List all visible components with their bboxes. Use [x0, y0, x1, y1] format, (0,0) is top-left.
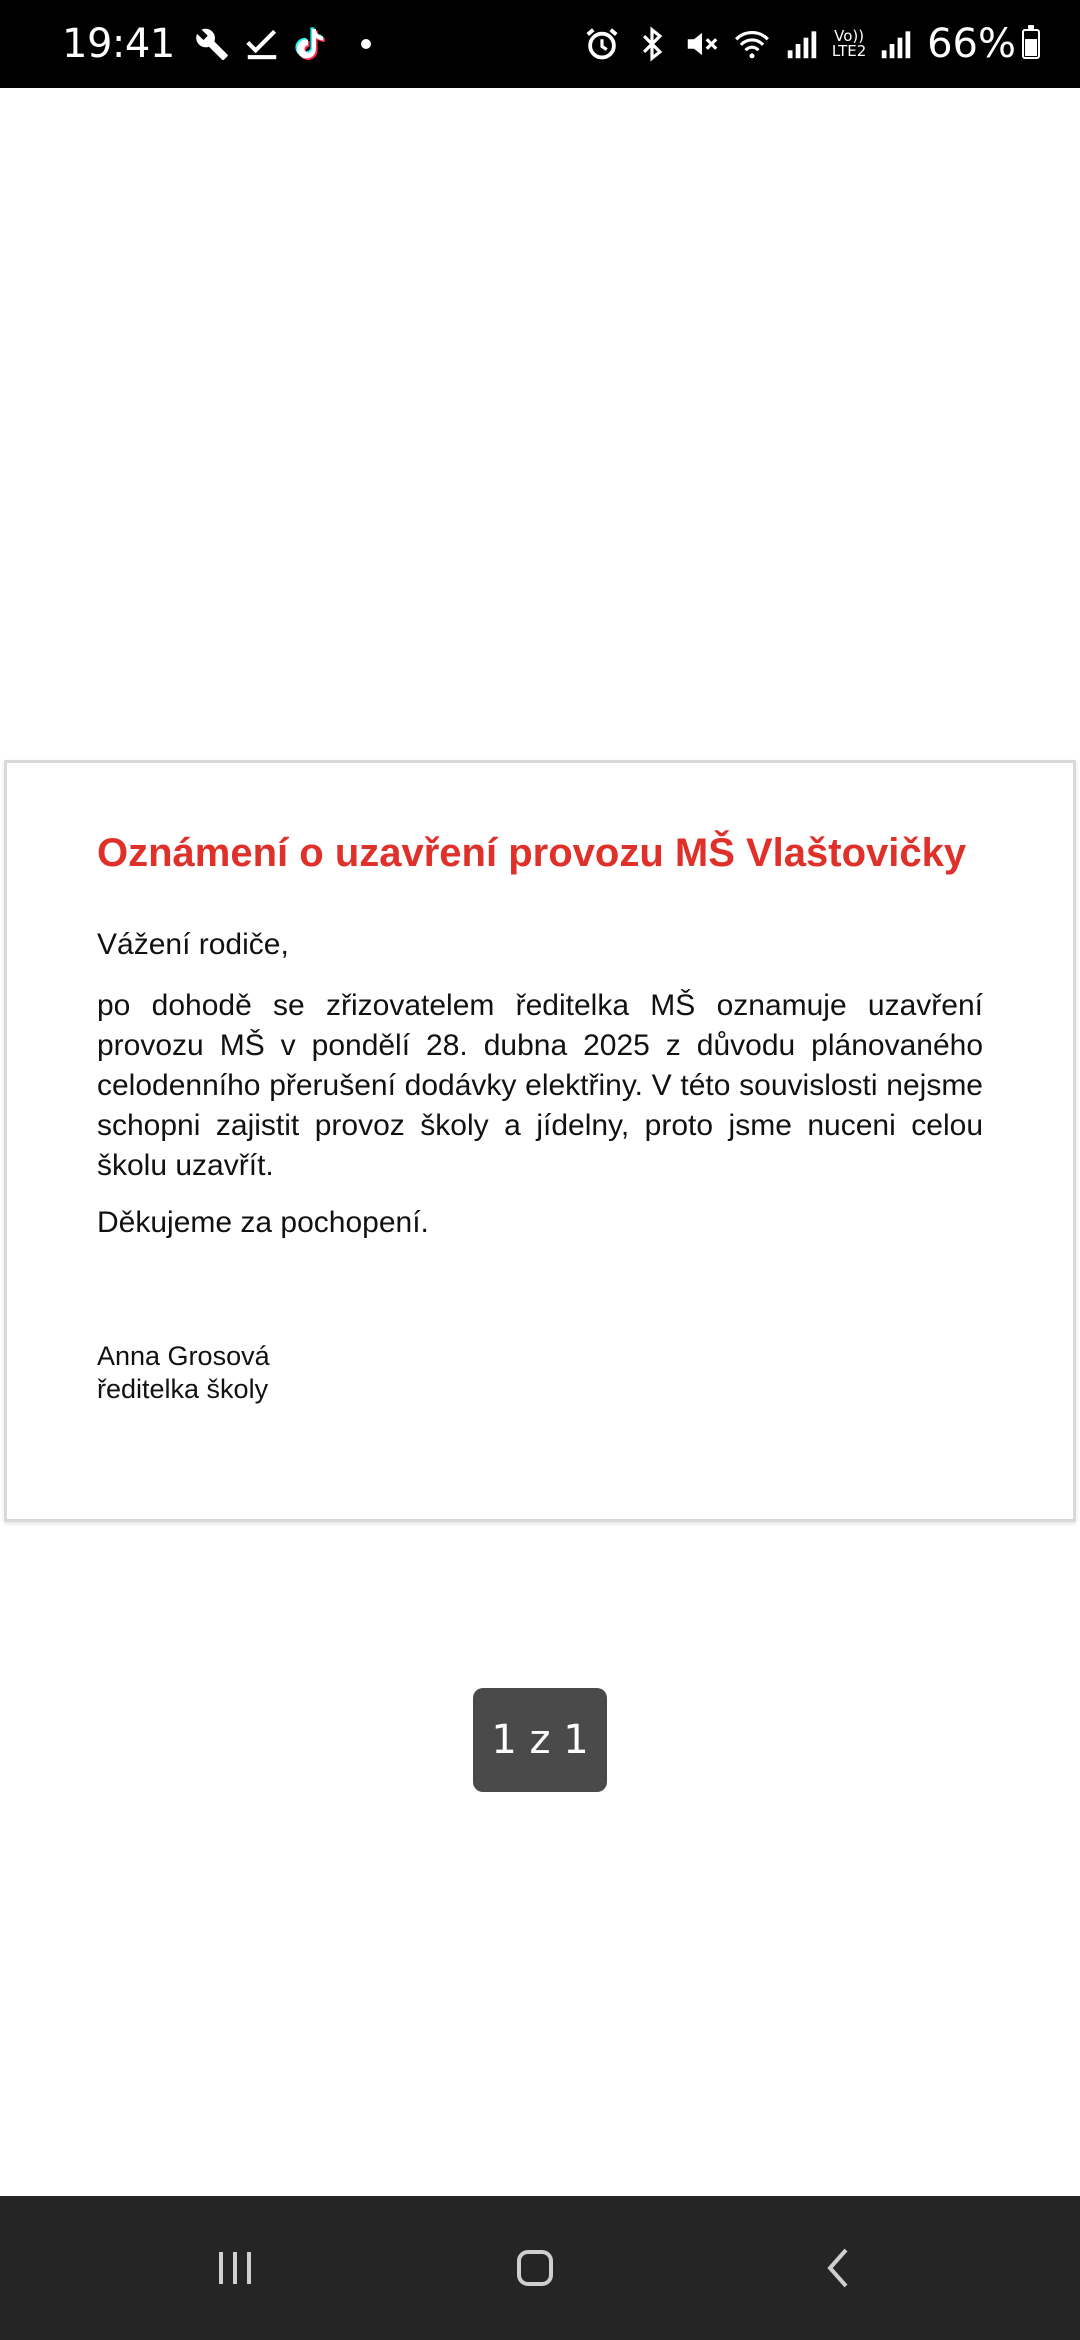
battery-icon [1022, 29, 1040, 59]
mute-icon [683, 25, 721, 63]
signature-name: Anna Grosová [97, 1341, 270, 1371]
document-page[interactable] [4, 760, 1076, 1522]
signal-icon [783, 25, 821, 63]
notification-dot-icon [361, 39, 371, 49]
recents-button[interactable] [145, 2196, 325, 2340]
page-indicator: 1 z 1 [473, 1688, 607, 1792]
wrench-icon [193, 25, 231, 63]
home-icon [505, 2238, 565, 2298]
bluetooth-icon [633, 25, 671, 63]
document-signature [97, 1340, 983, 1406]
alarm-icon [583, 25, 621, 63]
check-icon [243, 25, 281, 63]
document-viewer[interactable] [0, 88, 1080, 2196]
wifi-icon [733, 25, 771, 63]
signature-role: ředitelka školy [97, 1374, 269, 1404]
status-bar-right [577, 21, 1040, 67]
document-greeting: Vážení rodiče, [97, 928, 289, 961]
back-button[interactable] [750, 2196, 930, 2340]
tiktok-icon [293, 25, 331, 63]
signal-icon [877, 25, 915, 63]
back-icon [810, 2238, 870, 2298]
navigation-bar [0, 2196, 1080, 2340]
recents-icon [205, 2238, 265, 2298]
battery-percentage: 66% [927, 21, 1016, 67]
clock: 19:41 [62, 21, 175, 67]
document-thanks: Děkujeme za pochopení. [97, 1206, 429, 1239]
status-bar [0, 0, 1080, 88]
volte-label: Vo)) LTE2 [831, 27, 867, 60]
document-title: Oznámení o uzavření provozu MŠ Vlaštovičky [97, 831, 967, 875]
home-button[interactable] [445, 2196, 625, 2340]
document-body: po dohodě se zřizovatelem ředitelka MŠ oznamuje uzavření provozu MŠ v pondělí 28. dubna 2025 z důvodu plánovaného celodenního přerušení dodávky elektřiny. V této souvislosti nejsme schopni zajistit provoz školy a jídelny, proto jsme nuceni celou školu uzavřít. [97, 989, 983, 1182]
status-bar-left [62, 21, 371, 67]
